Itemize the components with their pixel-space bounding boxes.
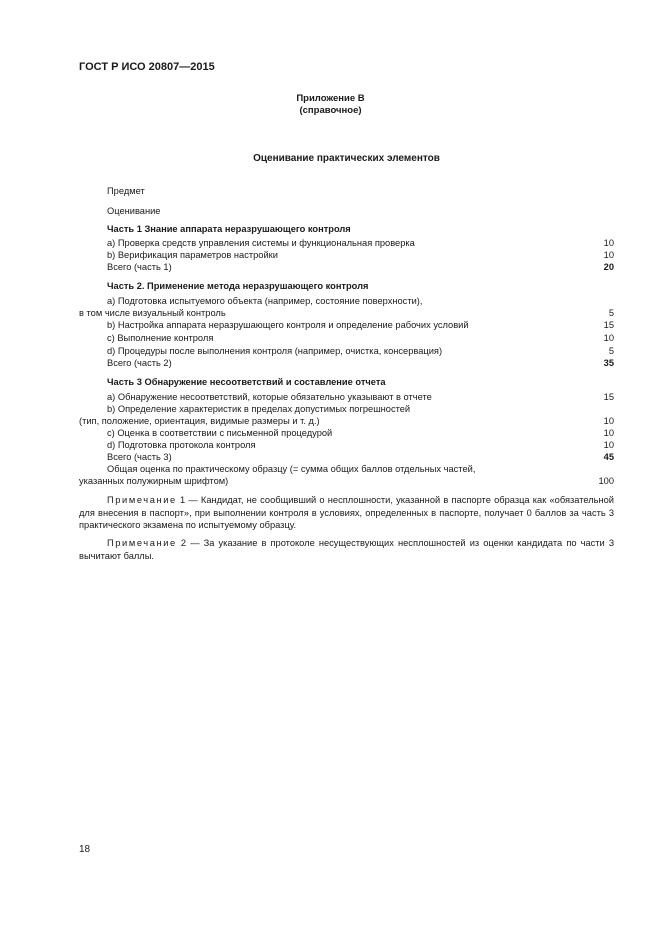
row-text: а) Проверка средств управления системы и функциональная проверка — [107, 238, 415, 248]
row-value: 10 — [603, 238, 614, 248]
part3-total — [79, 451, 614, 463]
page-number: 18 — [79, 844, 91, 855]
part1-heading-text: Часть 1 Знание аппарата неразрушающего контроля — [107, 224, 351, 234]
total-text: Всего (часть 2) — [107, 358, 172, 368]
note-text: — За указание в протоколе несуществующих несплошностей из оценки кандидата по части 3 вычитают баллы. — [79, 538, 614, 561]
annex-subtitle: (справочное) — [299, 105, 362, 116]
page-title: Оценивание практических элементов — [253, 153, 440, 164]
part3-heading — [79, 376, 614, 388]
column-head-score — [79, 205, 614, 217]
total-text: Всего (часть 1) — [107, 262, 172, 272]
overall-value: 100 — [598, 476, 614, 486]
note-number: 1 — [180, 495, 186, 505]
part2-total — [79, 357, 614, 369]
table-row — [79, 345, 614, 357]
row-value: 10 — [603, 428, 614, 438]
table-row — [79, 391, 614, 403]
note-text: — Кандидат, не сообщивший о несплошности, указанной в паспорте образца как «обязательной для внесения в паспорт», при выполнении контроля в условиях, определенных в паспорте, получает 0 баллов за часть 3 практического экзамена по испытуемому образцу. — [79, 495, 615, 530]
row-text: а) Обнаружение несоответствий, которые обязательно указывают в отчете — [107, 392, 432, 402]
column-head-subject-label: Предмет — [107, 186, 145, 196]
table-row — [79, 319, 614, 331]
column-head-score-label: Оценивание — [107, 206, 161, 216]
row-text: а) Подготовка испытуемого объекта (например, состояние поверхности), — [107, 296, 423, 306]
annex-heading — [0, 93, 661, 117]
overall-score-row-continued — [79, 475, 614, 487]
row-text: b) Определение характеристик в пределах допустимых погрешностей — [107, 404, 411, 414]
table-row — [79, 237, 614, 249]
row-value: 10 — [603, 416, 614, 426]
total-value: 45 — [603, 452, 614, 462]
row-value: 10 — [603, 333, 614, 343]
row-text: b) Верификация параметров настройки — [107, 250, 278, 260]
table-row — [79, 307, 614, 319]
row-text: c) Оценка в соответствии с письменной процедурой — [107, 428, 333, 438]
part2-heading — [79, 280, 614, 292]
total-value: 20 — [603, 262, 614, 272]
total-value: 35 — [603, 358, 614, 368]
overall-score-row — [79, 463, 614, 475]
note-number: 2 — [180, 538, 187, 548]
note-label: Примечание — [107, 495, 177, 505]
table-row — [79, 439, 614, 451]
row-value: 15 — [603, 320, 614, 330]
row-value: 15 — [603, 392, 614, 402]
note-1 — [79, 494, 614, 532]
part1-total — [79, 261, 614, 273]
overall-text-continued: указанных полужирным шрифтом) — [79, 476, 229, 486]
table-row — [79, 295, 614, 307]
row-text-continued: в том числе визуальный контроль — [79, 308, 226, 318]
table-row — [79, 403, 614, 415]
row-value: 5 — [608, 308, 614, 318]
row-text-continued: (тип, положение, ориентация, видимые размеры и т. д.) — [79, 416, 320, 426]
annex-title: Приложение В — [296, 93, 365, 104]
part3-heading-text: Часть 3 Обнаружение несоответствий и составление отчета — [107, 377, 386, 387]
part1-heading — [79, 223, 614, 235]
row-value: 10 — [603, 440, 614, 450]
row-value: 10 — [603, 250, 614, 260]
table-row — [79, 415, 614, 427]
row-text: c) Выполнение контроля — [107, 333, 214, 343]
note-2 — [79, 537, 614, 562]
table-row — [79, 427, 614, 439]
overall-text: Общая оценка по практическому образцу (= сумма общих баллов отдельных частей, — [107, 464, 476, 474]
row-text: d) Процедуры после выполнения контроля (например, очистка, консервация) — [107, 346, 443, 356]
row-text: d) Подготовка протокола контроля — [107, 440, 256, 450]
total-text: Всего (часть 3) — [107, 452, 172, 462]
row-value: 5 — [608, 346, 614, 356]
table-row — [79, 332, 614, 344]
column-head-subject — [79, 185, 614, 197]
table-row — [79, 249, 614, 261]
document-header: ГОСТ Р ИСО 20807—2015 — [79, 61, 215, 73]
note-label: Примечание — [107, 538, 177, 548]
row-text: b) Настройка аппарата неразрушающего контроля и определение рабочих условий — [107, 320, 469, 330]
part2-heading-text: Часть 2. Применение метода неразрушающего контроля — [107, 281, 369, 291]
